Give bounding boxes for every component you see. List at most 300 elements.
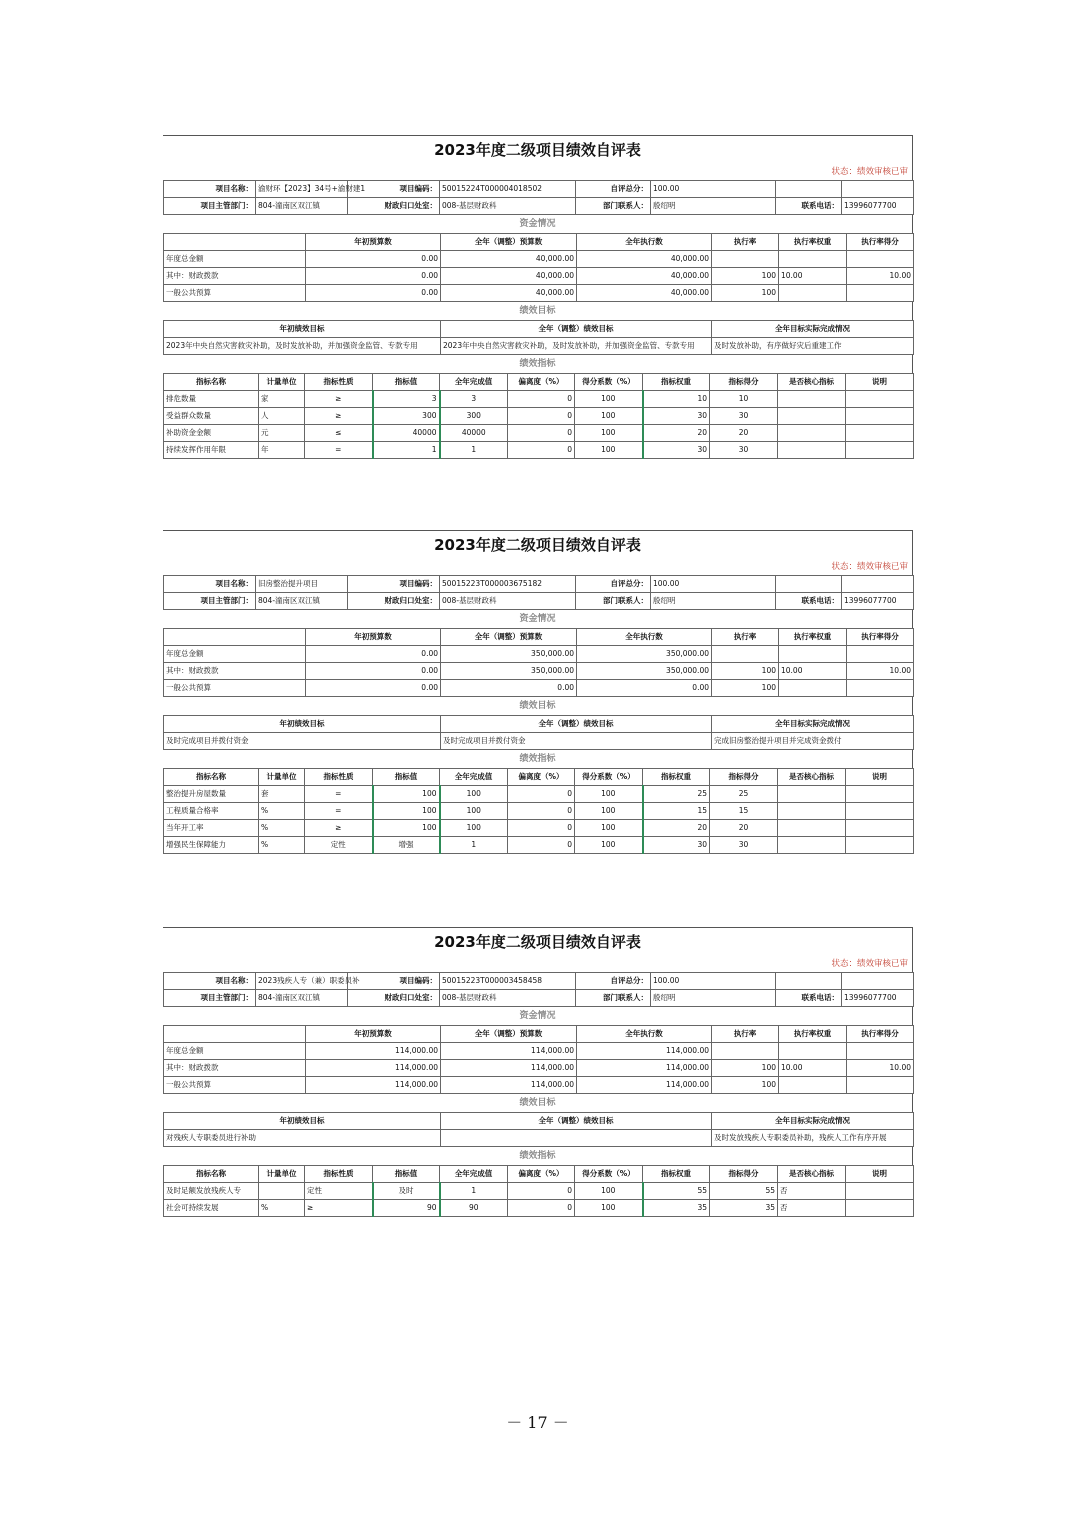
phone-value: 13996077700 [842,198,914,215]
ind-nature: ≥ [305,820,373,837]
goal-initial: 及时完成项目并拨付资金 [164,733,441,750]
ind-unit: % [259,803,305,820]
ind-done: 100 [440,803,508,820]
goal-adjusted [441,1130,712,1147]
ind-score: 35 [710,1200,778,1217]
funds-row-label: 其中：财政拨款 [164,268,306,285]
funds-cell: 0.00 [306,268,441,285]
ind-score: 15 [710,803,778,820]
indicators-section-title: 绩效指标 [163,355,913,373]
ind-score: 25 [710,786,778,803]
ind-name: 社会可持续发展 [164,1200,259,1217]
ind-done: 90 [440,1200,508,1217]
ind-nature: = [305,803,373,820]
contact-value: 殷绍明 [651,593,776,610]
funds-cell [847,1077,914,1094]
form-1 [163,135,913,459]
ind-score: 55 [710,1183,778,1200]
funds-cell: 10.00 [847,663,914,680]
ind-name: 增强民生保障能力 [164,837,259,854]
ind-coef: 100 [575,425,643,442]
funds-table [163,233,914,302]
ind-name: 排危数量 [164,391,259,408]
ind-done: 1 [440,837,508,854]
ind-nature: 定性 [305,1183,373,1200]
phone-value: 13996077700 [842,990,914,1007]
funds-section-title: 资金情况 [163,610,913,628]
funds-cell [847,1043,914,1060]
funds-header: 年初预算数 [306,629,441,646]
project-name-value: 旧房整治提升项目 [256,576,348,593]
ind-value: 100 [373,786,440,803]
funds-cell: 114,000.00 [577,1043,712,1060]
ind-header: 是否核心指标 [778,1166,846,1183]
ind-coef: 100 [575,1200,643,1217]
ind-core [778,391,846,408]
ind-header: 指标得分 [710,1166,778,1183]
funds-header: 执行率 [712,234,779,251]
self-score-label: 自评总分： [576,973,651,990]
form-3 [163,927,913,1217]
ind-header: 计量单位 [259,374,305,391]
ind-header: 偏离度（%） [508,1166,575,1183]
ind-dev: 0 [508,820,575,837]
funds-row [164,268,914,285]
funds-row-label: 其中：财政拨款 [164,1060,306,1077]
funds-cell: 0.00 [306,680,441,697]
ind-header: 指标值 [373,1166,440,1183]
ind-header: 计量单位 [259,1166,305,1183]
ind-unit: 人 [259,408,305,425]
ind-note [846,837,914,854]
status-text: 状态：绩效审核已审 [163,956,913,972]
dept-label: 项目主管部门： [164,198,256,215]
ind-header: 得分系数（%） [575,1166,643,1183]
ind-note [846,803,914,820]
funds-cell: 40,000.00 [441,285,577,302]
funds-cell [712,646,779,663]
indicator-row [164,837,914,854]
ind-header: 指标名称 [164,769,259,786]
funds-row [164,663,914,680]
finance-value: 008-基层财政科 [440,198,576,215]
ind-header: 说明 [846,1166,914,1183]
funds-section-title: 资金情况 [163,215,913,233]
ind-nature: ≥ [305,1200,373,1217]
ind-header: 指标性质 [305,769,373,786]
funds-header: 全年（调整）预算数 [441,1026,577,1043]
funds-cell: 0.00 [306,285,441,302]
funds-header: 执行率 [712,1026,779,1043]
funds-cell: 40,000.00 [441,251,577,268]
ind-coef: 100 [575,837,643,854]
finance-label: 财政归口处室： [348,198,440,215]
ind-header: 全年完成值 [440,374,508,391]
funds-cell: 40,000.00 [577,285,712,302]
indicators-table [163,373,914,459]
ind-dev: 0 [508,786,575,803]
indicator-row [164,391,914,408]
funds-row-label: 一般公共预算 [164,285,306,302]
ind-unit: 元 [259,425,305,442]
ind-done: 300 [440,408,508,425]
ind-header: 指标性质 [305,1166,373,1183]
funds-row [164,251,914,268]
funds-cell [779,1043,847,1060]
ind-nature: = [305,442,373,459]
ind-header: 指标权重 [643,769,710,786]
project-name-label: 项目名称： [164,973,256,990]
ind-weight: 30 [643,442,710,459]
funds-cell: 350,000.00 [441,646,577,663]
goal-initial: 对残疾人专职委员进行补助 [164,1130,441,1147]
ind-header: 计量单位 [259,769,305,786]
ind-name: 补助资金金额 [164,425,259,442]
funds-row-label: 年度总金额 [164,1043,306,1060]
ind-note [846,820,914,837]
funds-header: 年初预算数 [306,234,441,251]
indicators-table [163,1165,914,1217]
self-score-label: 自评总分： [576,181,651,198]
goal-header: 年初绩效目标 [164,321,441,338]
funds-cell [779,646,847,663]
ind-dev: 0 [508,1183,575,1200]
ind-header: 指标性质 [305,374,373,391]
funds-section-title: 资金情况 [163,1007,913,1025]
ind-done: 100 [440,786,508,803]
ind-weight: 35 [643,1200,710,1217]
project-code-label: 项目编码： [348,973,440,990]
ind-value: 及时 [373,1183,440,1200]
ind-value: 300 [373,408,440,425]
goals-section-title: 绩效目标 [163,302,913,320]
page-number: － 17 － [506,1413,569,1432]
ind-name: 当年开工率 [164,820,259,837]
funds-cell: 114,000.00 [577,1060,712,1077]
funds-cell: 114,000.00 [441,1077,577,1094]
funds-row [164,1043,914,1060]
contact-value: 殷绍明 [651,990,776,1007]
funds-cell: 350,000.00 [577,646,712,663]
indicator-row [164,803,914,820]
goal-actual: 及时发放残疾人专职委员补助，残疾人工作有序开展 [712,1130,914,1147]
ind-unit: 家 [259,391,305,408]
ind-header: 得分系数（%） [575,374,643,391]
goals-section-title: 绩效目标 [163,697,913,715]
goal-header: 全年目标实际完成情况 [712,1113,914,1130]
goal-header: 年初绩效目标 [164,1113,441,1130]
ind-dev: 0 [508,803,575,820]
funds-cell: 10.00 [847,1060,914,1077]
ind-header: 全年完成值 [440,769,508,786]
funds-row [164,285,914,302]
ind-score: 20 [710,425,778,442]
indicator-row [164,408,914,425]
ind-value: 40000 [373,425,440,442]
funds-header: 全年（调整）预算数 [441,234,577,251]
ind-header: 是否核心指标 [778,769,846,786]
ind-header: 说明 [846,769,914,786]
funds-cell [847,285,914,302]
funds-cell [779,680,847,697]
funds-cell: 10.00 [779,268,847,285]
project-name-value: 2023残疾人专（兼）职委员补 [256,973,348,990]
ind-name: 及时足额发放残疾人专 [164,1183,259,1200]
status-text: 状态：绩效审核已审 [163,164,913,180]
ind-unit: % [259,1200,305,1217]
ind-core: 否 [778,1200,846,1217]
project-info-table [163,972,914,1007]
ind-score: 20 [710,820,778,837]
dept-value: 804-潼南区双江镇 [256,198,348,215]
ind-weight: 30 [643,408,710,425]
form-title: 2023年度二级项目绩效自评表 [163,135,913,164]
funds-header: 执行率得分 [847,1026,914,1043]
dept-value: 804-潼南区双江镇 [256,593,348,610]
funds-cell [847,680,914,697]
funds-cell [779,285,847,302]
finance-value: 008-基层财政科 [440,990,576,1007]
goal-actual: 完成旧房整治提升项目并完成资金拨付 [712,733,914,750]
ind-nature: ≤ [305,425,373,442]
ind-nature: ≥ [305,408,373,425]
ind-header: 指标得分 [710,769,778,786]
ind-value: 90 [373,1200,440,1217]
ind-note [846,391,914,408]
contact-label: 部门联系人： [576,990,651,1007]
funds-cell: 350,000.00 [441,663,577,680]
goals-table [163,715,914,750]
goal-header: 全年（调整）绩效目标 [441,716,712,733]
funds-header: 年初预算数 [306,1026,441,1043]
phone-label: 联系电话： [776,593,842,610]
funds-header: 执行率权重 [779,234,847,251]
form-title: 2023年度二级项目绩效自评表 [163,927,913,956]
funds-header: 执行率得分 [847,629,914,646]
ind-header: 是否核心指标 [778,374,846,391]
indicator-row [164,442,914,459]
project-code-value: 50015223T000003675182 [440,576,576,593]
project-name-value: 渝财环【2023】34号+渝财建1 [256,181,348,198]
funds-cell: 0.00 [306,663,441,680]
ind-value: 100 [373,803,440,820]
form-2 [163,530,913,854]
goal-header: 年初绩效目标 [164,716,441,733]
ind-header: 偏离度（%） [508,769,575,786]
funds-cell: 114,000.00 [441,1060,577,1077]
phone-label: 联系电话： [776,198,842,215]
ind-coef: 100 [575,391,643,408]
ind-name: 整治提升房屋数量 [164,786,259,803]
ind-note [846,425,914,442]
ind-done: 100 [440,820,508,837]
ind-core [778,820,846,837]
ind-header: 偏离度（%） [508,374,575,391]
project-code-label: 项目编码： [348,576,440,593]
ind-unit: % [259,837,305,854]
ind-done: 1 [440,1183,508,1200]
ind-score: 10 [710,391,778,408]
ind-header: 指标值 [373,769,440,786]
self-score-label: 自评总分： [576,576,651,593]
ind-unit [259,1183,305,1200]
ind-note [846,1200,914,1217]
goal-header: 全年（调整）绩效目标 [441,321,712,338]
project-name-label: 项目名称： [164,181,256,198]
ind-coef: 100 [575,786,643,803]
ind-note [846,408,914,425]
indicators-section-title: 绩效指标 [163,750,913,768]
ind-coef: 100 [575,820,643,837]
project-code-value: 50015223T000003458458 [440,973,576,990]
ind-done: 1 [440,442,508,459]
dept-label: 项目主管部门： [164,990,256,1007]
ind-dev: 0 [508,442,575,459]
ind-nature: 定性 [305,837,373,854]
funds-cell: 114,000.00 [577,1077,712,1094]
ind-score: 30 [710,442,778,459]
funds-cell: 0.00 [577,680,712,697]
ind-dev: 0 [508,1200,575,1217]
contact-value: 殷绍明 [651,198,776,215]
ind-header: 得分系数（%） [575,769,643,786]
funds-header: 全年执行数 [577,629,712,646]
ind-coef: 100 [575,1183,643,1200]
ind-unit: 套 [259,786,305,803]
status-text: 状态：绩效审核已审 [163,559,913,575]
ind-unit: % [259,820,305,837]
ind-value: 增强 [373,837,440,854]
goals-table [163,1112,914,1147]
indicator-row [164,820,914,837]
form-title: 2023年度二级项目绩效自评表 [163,530,913,559]
indicator-row [164,1200,914,1217]
ind-dev: 0 [508,837,575,854]
goal-initial: 2023年中央自然灾害救灾补助，及时发放补助，并加强资金监管、专款专用 [164,338,441,355]
goal-header: 全年（调整）绩效目标 [441,1113,712,1130]
funds-cell: 100 [712,1077,779,1094]
ind-coef: 100 [575,803,643,820]
funds-cell: 40,000.00 [577,268,712,285]
ind-done: 3 [440,391,508,408]
indicator-row [164,1183,914,1200]
ind-dev: 0 [508,425,575,442]
funds-cell: 40,000.00 [441,268,577,285]
ind-weight: 20 [643,425,710,442]
funds-cell: 100 [712,1060,779,1077]
funds-cell: 114,000.00 [306,1077,441,1094]
ind-core [778,837,846,854]
ind-score: 30 [710,408,778,425]
ind-name: 持续发挥作用年限 [164,442,259,459]
funds-header: 执行率得分 [847,234,914,251]
ind-weight: 10 [643,391,710,408]
funds-row-label: 年度总金额 [164,646,306,663]
goals-section-title: 绩效目标 [163,1094,913,1112]
ind-core [778,442,846,459]
indicator-row [164,786,914,803]
funds-cell [712,1043,779,1060]
funds-cell [847,251,914,268]
indicators-table [163,768,914,854]
ind-core [778,786,846,803]
contact-label: 部门联系人： [576,198,651,215]
ind-note [846,786,914,803]
funds-cell: 100 [712,680,779,697]
funds-header: 执行率 [712,629,779,646]
funds-row [164,646,914,663]
ind-header: 指标权重 [643,1166,710,1183]
ind-core [778,425,846,442]
ind-header: 全年完成值 [440,1166,508,1183]
funds-cell: 114,000.00 [306,1043,441,1060]
goal-adjusted: 及时完成项目并拨付资金 [441,733,712,750]
ind-weight: 25 [643,786,710,803]
funds-table [163,1025,914,1094]
funds-header: 执行率权重 [779,629,847,646]
goal-header: 全年目标实际完成情况 [712,716,914,733]
self-score-value: 100.00 [651,576,776,593]
project-info-table [163,575,914,610]
ind-header: 指标名称 [164,374,259,391]
ind-header: 指标名称 [164,1166,259,1183]
funds-cell: 350,000.00 [577,663,712,680]
funds-cell: 100 [712,663,779,680]
ind-note [846,442,914,459]
self-score-value: 100.00 [651,181,776,198]
goal-header: 全年目标实际完成情况 [712,321,914,338]
phone-label: 联系电话： [776,990,842,1007]
finance-label: 财政归口处室： [348,990,440,1007]
contact-label: 部门联系人： [576,593,651,610]
funds-cell [779,1077,847,1094]
ind-core [778,408,846,425]
ind-value: 1 [373,442,440,459]
funds-cell: 100 [712,285,779,302]
dept-value: 804-潼南区双江镇 [256,990,348,1007]
ind-name: 受益群众数量 [164,408,259,425]
funds-table [163,628,914,697]
funds-row-label: 一般公共预算 [164,1077,306,1094]
finance-value: 008-基层财政科 [440,593,576,610]
funds-cell: 10.00 [779,663,847,680]
funds-cell: 10.00 [847,268,914,285]
ind-dev: 0 [508,391,575,408]
ind-nature: = [305,786,373,803]
ind-header: 指标值 [373,374,440,391]
goals-table [163,320,914,355]
phone-value: 13996077700 [842,593,914,610]
funds-header: 全年（调整）预算数 [441,629,577,646]
dept-label: 项目主管部门： [164,593,256,610]
goal-actual: 及时发放补助，有序做好灾后重建工作 [712,338,914,355]
funds-header: 全年执行数 [577,1026,712,1043]
funds-row [164,680,914,697]
ind-header: 说明 [846,374,914,391]
funds-cell: 10.00 [779,1060,847,1077]
ind-header: 指标权重 [643,374,710,391]
ind-coef: 100 [575,442,643,459]
funds-cell: 0.00 [306,646,441,663]
ind-value: 100 [373,820,440,837]
ind-core: 否 [778,1183,846,1200]
ind-core [778,803,846,820]
ind-nature: ≥ [305,391,373,408]
project-name-label: 项目名称： [164,576,256,593]
funds-row [164,1077,914,1094]
funds-cell: 0.00 [306,251,441,268]
indicators-section-title: 绩效指标 [163,1147,913,1165]
